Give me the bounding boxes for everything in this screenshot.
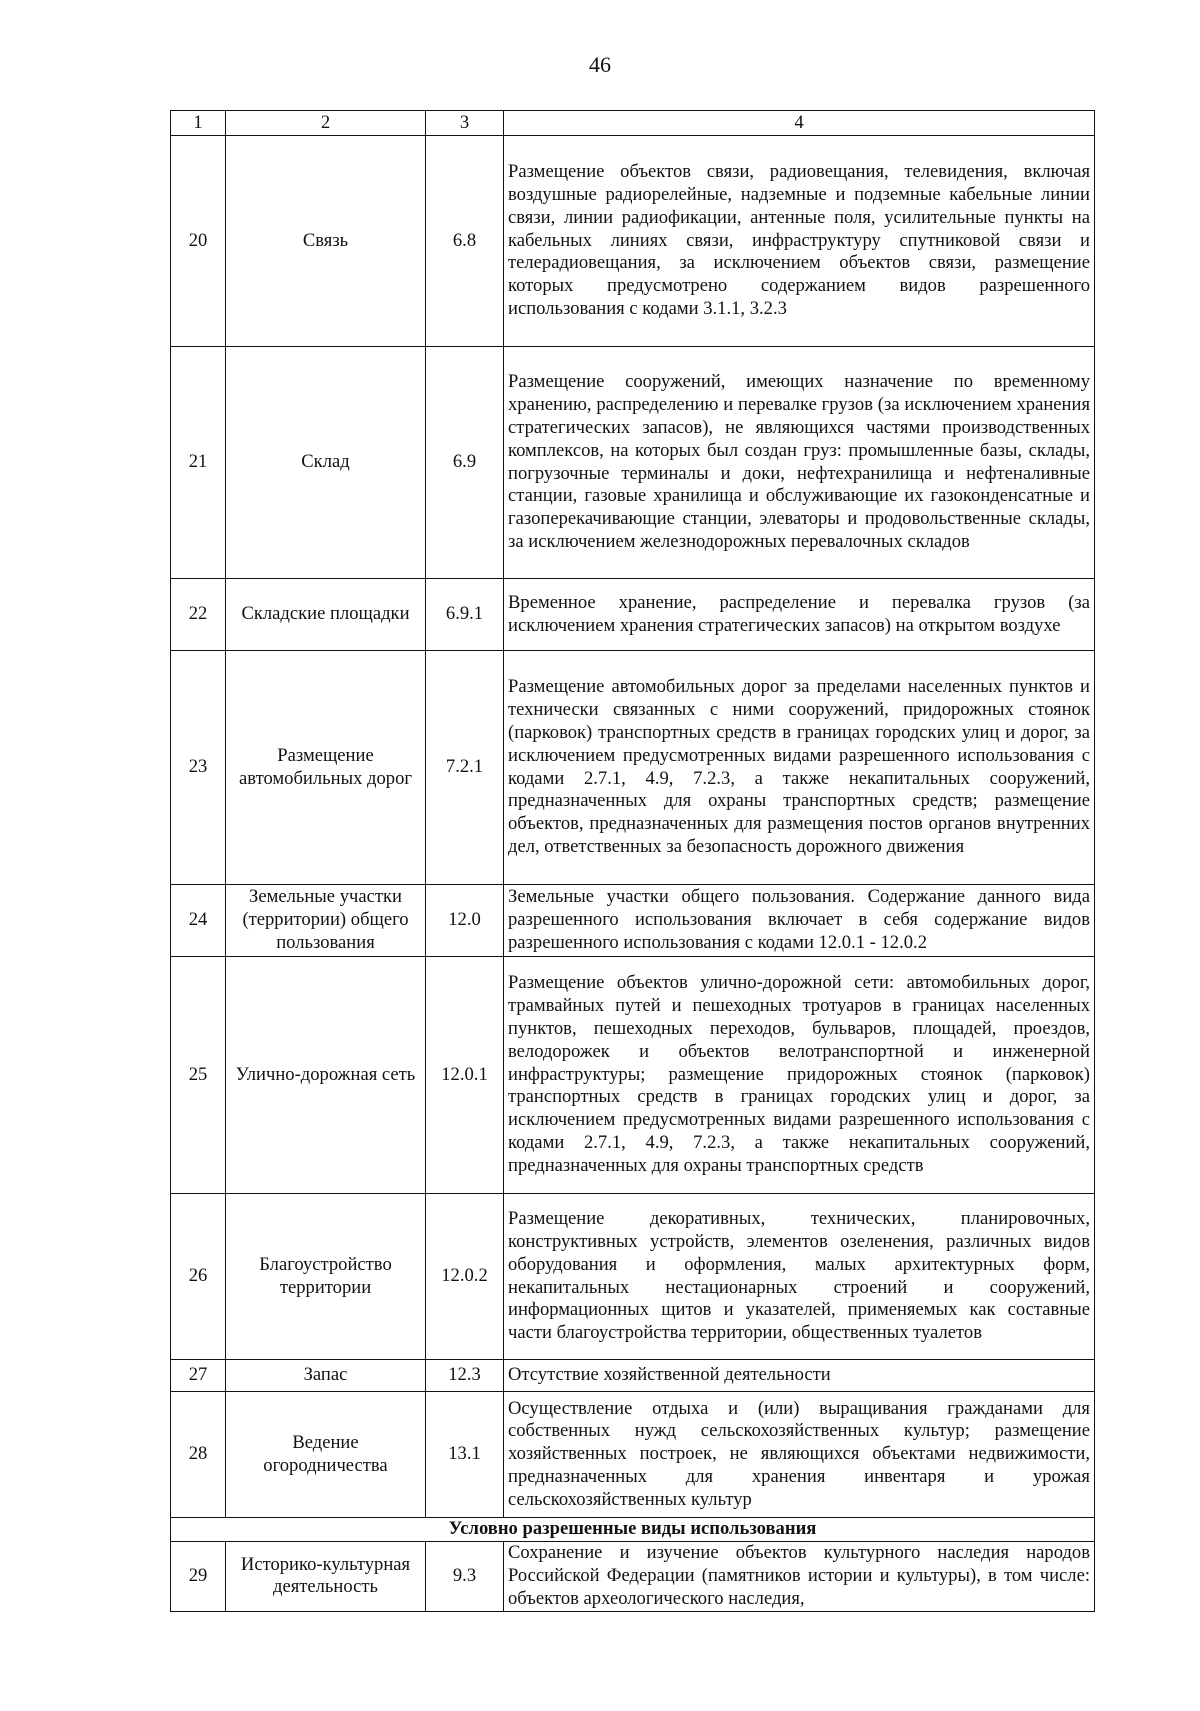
- land-use-name: Земельные участки (территории) общего пользования: [226, 885, 426, 957]
- row-number: 24: [171, 885, 226, 957]
- header-cell-number: 1: [171, 111, 226, 136]
- page-number: 46: [589, 52, 611, 77]
- land-use-name: Размещение автомобильных дорог: [226, 651, 426, 885]
- section-title: Условно разрешенные виды использования: [171, 1518, 1095, 1542]
- land-use-name: Улично-дорожная сеть: [226, 957, 426, 1194]
- header-cell-name: 2: [226, 111, 426, 136]
- row-number: 27: [171, 1360, 226, 1392]
- row-number: 23: [171, 651, 226, 885]
- table-header-row: [171, 111, 1095, 136]
- land-use-code: 6.9: [426, 347, 504, 579]
- land-use-name: Благоустройство территории: [226, 1194, 426, 1360]
- row-number: 29: [171, 1541, 226, 1611]
- header-cell-description: 4: [504, 111, 1095, 136]
- land-use-code: 12.3: [426, 1360, 504, 1392]
- section-header-row: [171, 1518, 1095, 1542]
- land-use-code: 12.0.2: [426, 1194, 504, 1360]
- land-use-code: 6.9.1: [426, 579, 504, 651]
- land-use-name: Связь: [226, 136, 426, 347]
- land-use-name: Складские площадки: [226, 579, 426, 651]
- table-row: [171, 1194, 1095, 1360]
- row-number: 20: [171, 136, 226, 347]
- row-number: 21: [171, 347, 226, 579]
- land-use-table: [170, 110, 1095, 1612]
- land-use-description: Временное хранение, распределение и перевалка грузов (за исключением хранения стратегических запасов) на открытом воздухе: [504, 579, 1095, 651]
- table-row: [171, 1360, 1095, 1392]
- land-use-description: Размещение декоративных, технических, планировочных, конструктивных устройств, элементов озеленения, различных видов оборудования и оформления, малых архитектурных форм, некапитальных нестационарных строений и сооружений, информационных щитов и указателей, применяемых как составные части благоустройства территории, общественных туалетов: [504, 1194, 1095, 1360]
- table-row: [171, 347, 1095, 579]
- table-row: [171, 1392, 1095, 1518]
- table-row: [171, 957, 1095, 1194]
- land-use-name: Ведение огородничества: [226, 1392, 426, 1518]
- land-use-description: Размещение сооружений, имеющих назначение по временному хранению, распределению и перевалке грузов (за исключением хранения стратегических запасов), не являющихся частями производственных комплексов, на которых был создан груз: промышленные базы, склады, погрузочные терминалы и доки, нефтехранилища и нефтеналивные станции, газовые хранилища и обслуживающие их газоконденсатные и газоперекачивающие станции, элеваторы и продовольственные склады, за исключением железнодорожных перевалочных складов: [504, 347, 1095, 579]
- land-use-description: Земельные участки общего пользования. Содержание данного вида разрешенного использования включает в себя содержание видов разрешенного использования с кодами 12.0.1 - 12.0.2: [504, 885, 1095, 957]
- land-use-code: 12.0.1: [426, 957, 504, 1194]
- header-cell-code: 3: [426, 111, 504, 136]
- land-use-name: Запас: [226, 1360, 426, 1392]
- table-row: [171, 885, 1095, 957]
- land-use-description: Размещение объектов улично-дорожной сети: автомобильных дорог, трамвайных путей и пешеходных тротуаров в границах населенных пунктов, пешеходных переходов, бульваров, площадей, проездов, велодорожек и объектов велотранспортной и инженерной инфраструктуры; размещение придорожных стоянок (парковок) транспортных средств в границах городских улиц и дорог, за исключением предусмотренных видами разрешенного использования с кодами 2.7.1, 4.9, 7.2.3, а также некапитальных сооружений, предназначенных для охраны транспортных средств: [504, 957, 1095, 1194]
- table-row: [171, 579, 1095, 651]
- table-row: [171, 651, 1095, 885]
- land-use-code: 6.8: [426, 136, 504, 347]
- land-use-code: 7.2.1: [426, 651, 504, 885]
- land-use-code: 13.1: [426, 1392, 504, 1518]
- land-use-description: Сохранение и изучение объектов культурного наследия народов Российской Федерации (памятников истории и культуры), в том числе: объектов археологического наследия,: [504, 1541, 1095, 1611]
- land-use-description: Осуществление отдыха и (или) выращивания гражданами для собственных нужд сельскохозяйственных культур; размещение хозяйственных построек, не являющихся объектами недвижимости, предназначенных для хранения инвентаря и урожая сельскохозяйственных культур: [504, 1392, 1095, 1518]
- row-number: 26: [171, 1194, 226, 1360]
- land-use-code: 9.3: [426, 1541, 504, 1611]
- land-use-description: Размещение объектов связи, радиовещания, телевидения, включая воздушные радиорелейные, надземные и подземные кабельные линии связи, линии радиофикации, антенные поля, усилительные пункты на кабельных линиях связи, инфраструктуру спутниковой связи и телерадиовещания, за исключением объектов связи, размещение которых предусмотрено содержанием видов разрешенного использования с кодами 3.1.1, 3.2.3: [504, 136, 1095, 347]
- land-use-name: Склад: [226, 347, 426, 579]
- land-use-name: Историко-культурная деятельность: [226, 1541, 426, 1611]
- land-use-code: 12.0: [426, 885, 504, 957]
- row-number: 28: [171, 1392, 226, 1518]
- land-use-description: Отсутствие хозяйственной деятельности: [504, 1360, 1095, 1392]
- table-row: [171, 1541, 1095, 1611]
- table-row: [171, 136, 1095, 347]
- row-number: 25: [171, 957, 226, 1194]
- row-number: 22: [171, 579, 226, 651]
- land-use-description: Размещение автомобильных дорог за пределами населенных пунктов и технически связанных с ними сооружений, придорожных стоянок (парковок) транспортных средств в границах городских улиц и дорог, за исключением предусмотренных видами разрешенного использования с кодами 2.7.1, 4.9, 7.2.3, а также некапитальных сооружений, предназначенных для охраны транспортных средств; размещение объектов, предназначенных для размещения постов органов внутренних дел, ответственных за безопасность дорожного движения: [504, 651, 1095, 885]
